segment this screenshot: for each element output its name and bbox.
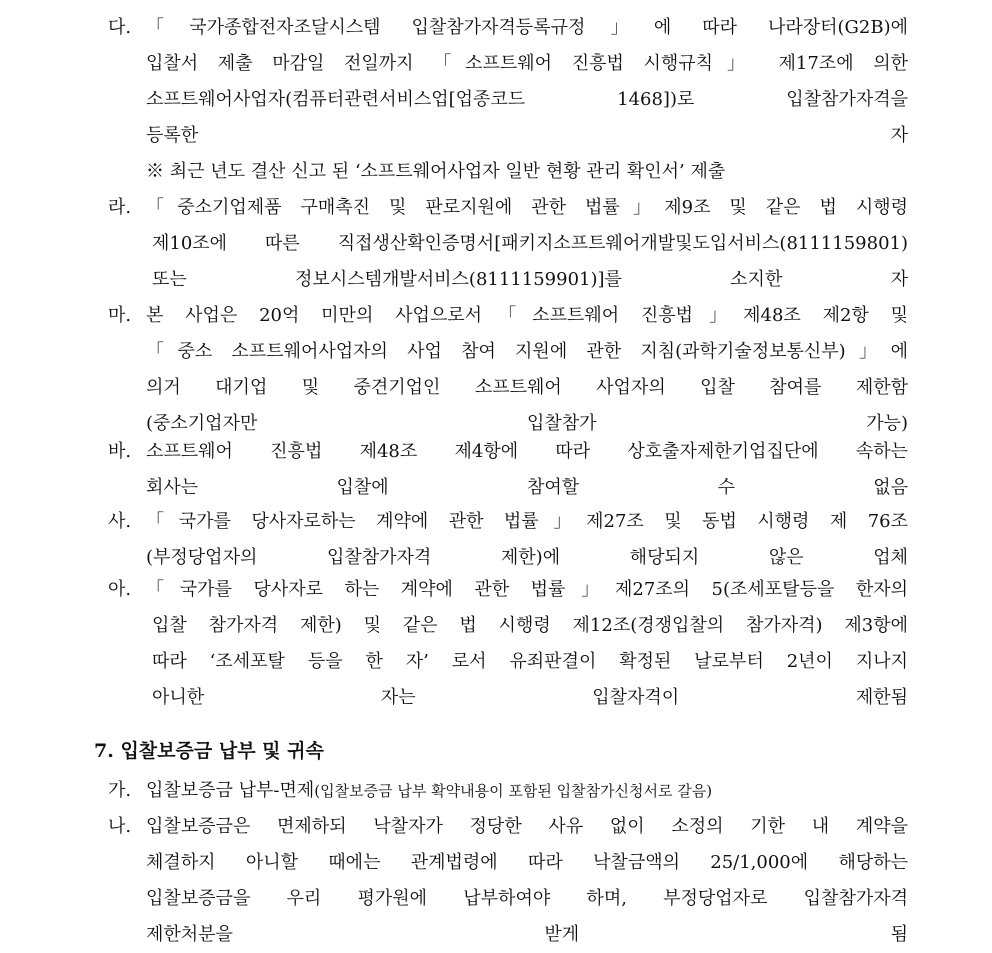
list-item-ba [108,434,908,506]
item-line: 「중소기업제품 구매촉진 및 판로지원에 관한 법률」제9조 및 같은 법 시행령 [146,197,908,218]
item-text: 입찰보증금 납부-면제 [146,780,315,801]
list-item-ma [108,298,908,442]
item-line: 등록한 자 [146,125,908,146]
item-marker: 나. [108,816,132,837]
item-line: 제한처분을 받게 됨 [146,924,908,945]
list-item-ga [108,773,908,809]
item-line: 아니한 자는 입찰자격이 제한됨 [152,687,908,708]
item-line: 따라 ‘조세포탈 등을 한 자’ 로서 유죄판결이 확정된 날로부터 2년이 지나지 [152,651,908,672]
item-line: (부정당업자의 입찰참가자격 제한)에 해당되지 않은 업체 [146,547,908,568]
item-marker: 다. [108,17,132,38]
item-line: 소프트웨어 진흥법 제48조 제4항에 따라 상호출자제한기업집단에 속하는 [146,441,908,462]
item-line: 회사는 입찰에 참여할 수 없음 [146,477,908,498]
list-item-sa [108,504,908,576]
item-marker: 라. [108,197,132,218]
item-line: 「국가를 당사자로하는 계약에 관한 법률」제27조 및 동법 시행령 제 76조 [146,511,908,532]
item-line: 본 사업은 20억 미만의 사업으로서「소프트웨어 진흥법」제48조 제2항 및 [146,305,908,326]
item-line: 입찰보증금은 면제하되 낙찰자가 정당한 사유 없이 소정의 기한 내 계약을 [146,816,908,837]
list-item-a [108,572,908,716]
item-line: 「국가를 당사자로 하는 계약에 관한 법률」제27조의 5(조세포탈등을 한자의 [146,579,908,600]
item-line: 입찰보증금을 우리 평가원에 납부하여야 하며, 부정당업자로 입찰참가자격 [146,888,908,909]
item-note-small: (입찰보증금 납부 확약내용이 포함된 입찰참가신청서로 갈음) [314,782,713,800]
item-line: 또는 정보시스템개발서비스(8111159901)]를 소지한 자 [152,269,908,290]
item-marker: 아. [108,579,132,600]
item-line: 제10조에 따른 직접생산확인증명서[패키지소프트웨어개발및도입서비스(8111159801) [152,233,908,254]
item-line: (중소기업자만 입찰참가 가능) [146,413,908,434]
item-line: 체결하지 아니할 때에는 관계법령에 따라 낙찰금액의 25/1,000에 해당하는 [146,852,908,873]
item-line: 「중소 소프트웨어사업자의 사업 참여 지원에 관한 지침(과학기술정보통신부)」에 [146,341,908,362]
list-item-da [108,10,908,154]
item-marker: 사. [108,511,132,532]
item-marker: 마. [108,305,132,326]
item-line: 「국가종합전자조달시스템 입찰참가자격등록규정」에 따라 나라장터(G2B)에 [146,17,908,38]
note-line: ※ 최근 년도 결산 신고 된 ‘소프트웨어사업자 일반 현황 관리 확인서’ 제출 [146,161,726,182]
item-line: 의거 대기업 및 중견기업인 소프트웨어 사업자의 입찰 참여를 제한함 [146,377,908,398]
item-marker: 바. [108,441,132,462]
section-heading: 7. 입찰보증금 납부 및 귀속 [94,740,324,762]
list-item-ra [108,190,908,298]
item-marker: 가. [108,780,132,801]
item-line: 입찰서 제출 마감일 전일까지 「소프트웨어 진흥법 시행규칙」 제17조에 의한 [146,53,908,74]
list-item-na [108,809,908,953]
item-line: 입찰 참가자격 제한) 및 같은 법 시행령 제12조(경쟁입찰의 참가자격) 제3항에 [152,615,908,636]
item-line: 소프트웨어사업자(컴퓨터관련서비스업[업종코드 1468])로 입찰참가자격을 [146,89,908,110]
